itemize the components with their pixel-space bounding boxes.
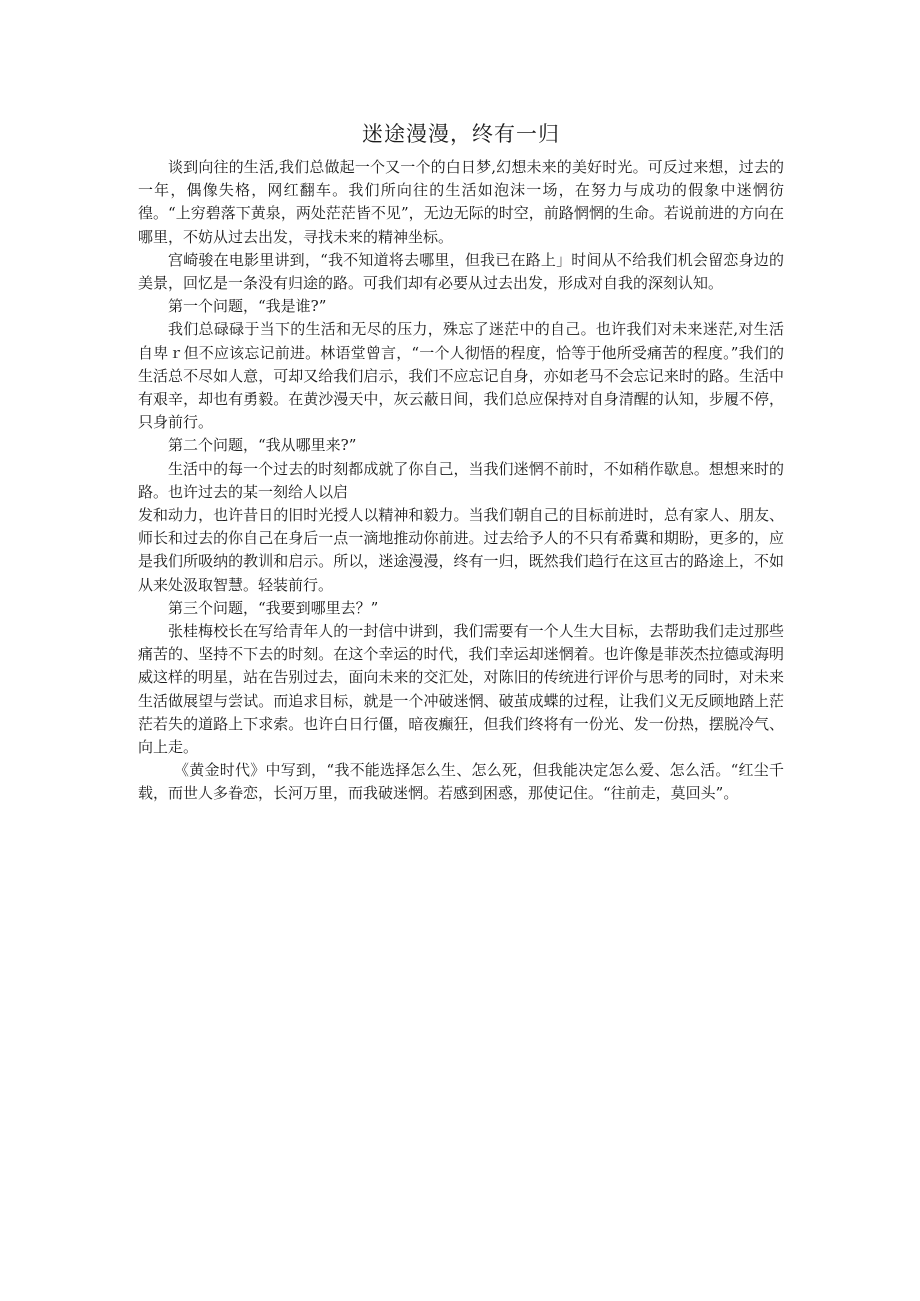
question-three-heading: 第三个问题，“我要到哪里去？” — [168, 598, 379, 617]
paragraph-conclusion: 《黄金时代》中写到，“我不能选择怎么生、怎么死，但我能决定怎么爱、怎么活。“红尘千载，而世人多眷恋，长河万里，而我破迷惘。若感到困惑，那使记住。“往前走，莫回头”。 — [138, 761, 784, 803]
paragraph-question-three: 张桂梅校长在写给青年人的一封信中讲到，我们需要有一个人生大目标，去帮助我们走过那些痛苦的、坚持不下去的时刻。在这个幸运的时代，我们幸运却迷惘着。也许像是菲茨杰拉德或海明威这样的明星，站在告别过去，面向未来的交汇处，对陈旧的传统进行评价与思考的同时，对未来生活做展望与尝试。而追求目标，就是一个冲破迷惘、破茧成蝶的过程，让我们义无反顾地踏上茫茫若失的道路上下求索。也许白日行僵，暗夜癫狂，但我们终将有一份光、发一份热，摆脱冷气、向上走。 — [138, 622, 784, 757]
document-page — [138, 118, 784, 806]
paragraph-intro: 谈到向往的生活,我们总做起一个又一个的白日梦,幻想未来的美好时光。可反过来想，过去的一年，偶像失格，网红翻车。我们所向往的生活如泡沫一场，在努力与成功的假象中迷惘彷徨。“上穷碧落下黄泉，两处茫茫皆不见”，无边无际的时空，前路惘惘的生命。若说前进的方向在哪里，不妨从过去出发，寻找未来的精神坐标。 — [138, 158, 784, 246]
paragraph-question-one: 我们总碌碌于当下的生活和无尽的压力，殊忘了迷茫中的自己。也许我们对未来迷茫,对生活自卑ｒ但不应该忘记前进。林语堂曾言，“一个人彻悟的程度，恰等于他所受痛苦的程度。”我们的生活总不尽如人意，可却又给我们启示，我们不应忘记自身，亦如老马不会忘记来时的路。生活中有艰辛，却也有勇毅。在黄沙漫天中，灰云蔽日间，我们总应保持对自身清醒的认知，步履不停，只身前行。 — [138, 320, 784, 432]
paragraph-miyazaki: 宫崎骏在电影里讲到，“我不知道将去哪里，但我已在路上」时间从不给我们机会留恋身边的美景，回忆是一条没有归途的路。可我们却有必要从过去出发，形成对自我的深刻认知。 — [138, 250, 784, 293]
paragraph-question-two-part-one: 生活中的每一个过去的时刻都成就了你自己，当我们迷惘不前时，不如稍作歇息。想想来时的路。也许过去的某一刻给人以启 — [138, 459, 784, 501]
paragraph-question-two-part-two: 发和动力，也许昔日的旧时光授人以精神和毅力。当我们朝自己的目标前进时，总有家人、朋友、师长和过去的你自己在身后一点一滴地推动你前进。过去给予人的不只有希冀和期盼，更多的，应是我们所吸纳的教训和启示。所以，迷途漫漫，终有一归，既然我们趋行在这亘古的路途上，不如从来处汲取智慧。轻装前行。 — [138, 506, 784, 594]
question-one-heading: 第一个问题，“我是谁?” — [168, 297, 327, 316]
document-title: 迷途漫漫，终有一归 — [362, 122, 560, 146]
question-two-heading: 第二个问题，“我从哪里来?” — [168, 436, 357, 455]
